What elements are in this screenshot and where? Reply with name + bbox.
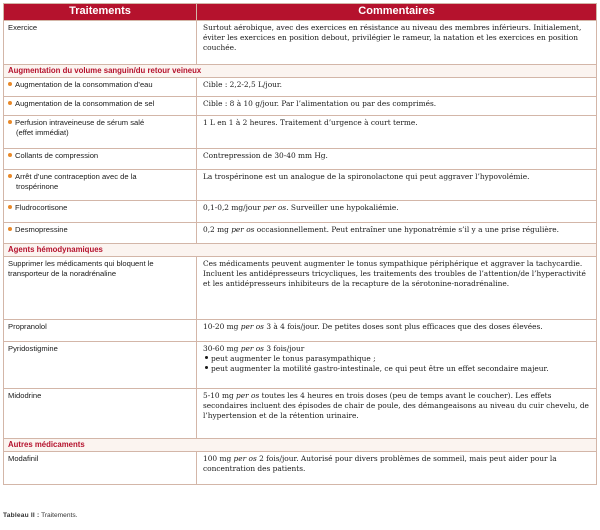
comment-text: 0,2 mg [203, 225, 232, 234]
caption-text: Traitements. [39, 512, 78, 519]
treatment-cell: Pyridostigmine [4, 342, 197, 389]
treatment-cell [4, 116, 197, 149]
table-caption [3, 512, 77, 519]
treatment-cell [4, 97, 197, 116]
table-row [4, 452, 597, 485]
comment-cell [197, 201, 597, 223]
table-row [4, 257, 597, 320]
bullet-icon [8, 82, 12, 86]
bullet-icon [8, 120, 12, 124]
section-title: Augmentation du volume sanguin/du retour veineux [4, 65, 597, 78]
comment-cell [197, 342, 597, 389]
section-row [4, 244, 597, 257]
table-row [4, 320, 597, 342]
comment-text: 0,1-0,2 mg/jour [203, 203, 263, 212]
treatment-text: Perfusion intraveineuse de sérum salé [15, 118, 145, 127]
bullet-icon [8, 227, 12, 231]
comment-bullet [203, 354, 592, 364]
treatment-text: Fludrocortisone [15, 203, 68, 212]
table-row [4, 389, 597, 439]
comment-italic: per os [231, 225, 255, 234]
bullet-icon [8, 153, 12, 157]
comment-text: 10-20 mg [203, 322, 241, 331]
comment-italic: per os [236, 391, 260, 400]
comment-cell [197, 223, 597, 244]
comment-text-rest: 3 à 4 fois/jour. De petites doses sont plus efficaces que des doses élevées. [263, 322, 543, 331]
treatment-cell [4, 223, 197, 244]
comment-bullet-text: peut augmenter le tonus parasympathique ; [211, 354, 376, 364]
comment-bullet-text: peut augmenter la motilité gastro-intestinale, ce qui peut être un effet secondaire majeur. [211, 364, 549, 374]
bullet-icon [8, 205, 12, 209]
comment-text: 30-60 mg [203, 344, 241, 353]
table-row [4, 116, 597, 149]
treatment-cell: Propranolol [4, 320, 197, 342]
treatment-cell: Midodrine [4, 389, 197, 439]
comment-cell: Contrepression de 30-40 mm Hg. [197, 149, 597, 170]
caption-label: Tableau II : [3, 512, 40, 519]
table-row [4, 149, 597, 170]
treatment-text: Augmentation de la consommation d’eau [15, 80, 153, 89]
bullet-icon [8, 174, 12, 178]
section-row [4, 65, 597, 78]
treatment-cell: Supprimer les médicaments qui bloquent le transporteur de la noradrénaline [4, 257, 197, 320]
table-row [4, 201, 597, 223]
section-title: Autres médicaments [4, 439, 597, 452]
section-row [4, 439, 597, 452]
comment-cell [197, 320, 597, 342]
treatment-text: Collants de compression [15, 151, 99, 160]
treatments-table [3, 3, 597, 485]
comment-italic: per os [240, 322, 264, 331]
treatment-cell: Exercice [4, 21, 197, 65]
table-row [4, 21, 597, 65]
treatment-cell [4, 201, 197, 223]
comment-cell: Surtout aérobique, avec des exercices en résistance au niveau des membres inférieurs. Initialement, éviter les exercices en position debout, privilégier le rameur, la natation et les exercices en position couchée. [197, 21, 597, 65]
table-row [4, 170, 597, 201]
table-row [4, 223, 597, 244]
comment-italic: per os [233, 454, 257, 463]
comment-cell: Cible : 2,2-2,5 L/jour. [197, 78, 597, 97]
section-title: Agents hémodynamiques [4, 244, 597, 257]
comment-cell: La trospérinone est un analogue de la spironolactone qui peut aggraver l’hypovolémie. [197, 170, 597, 201]
treatment-cell [4, 78, 197, 97]
comment-italic: per os [262, 203, 287, 212]
comment-text: 5-10 mg [203, 391, 237, 400]
comment-text-rest: occasionnellement. Peut entraîner une hyponatrémie s’il y a une prise régulière. [254, 225, 559, 234]
table-row [4, 342, 597, 389]
treatment-text: Arrêt d’une contraception avec de la [15, 172, 137, 181]
treatment-cell: Modafinil [4, 452, 197, 485]
treatment-cell [4, 149, 197, 170]
comment-text-rest: toutes les 4 heures en trois doses (peu de temps avant le coucher). Les effets secondaires incluent des épisodes de chair de poule, des démangeaisons au niveau du cuir chevelu, de l’hypertension et de la rétention urinaire. [203, 391, 589, 421]
header-comments: Commentaires [197, 4, 597, 21]
table-header [4, 4, 597, 21]
comment-text-rest: . Surveiller une hypokaliémie. [286, 203, 399, 212]
comment-cell: Cible : 8 à 10 g/jour. Par l’alimentation ou par des comprimés. [197, 97, 597, 116]
treatment-text: Augmentation de la consommation de sel [15, 99, 155, 108]
treatment-text: Desmopressine [15, 225, 68, 234]
comment-cell: Ces médicaments peuvent augmenter le tonus sympathique périphérique et aggraver la tachycardie. Incluent les antidépresseurs tricycliques, les traitements des troubles de l’attention/de l’hyperactivité et les antidépresseurs inhibiteurs de la recapture de la sérotonine-noradrénaline. [197, 257, 597, 320]
bullet-icon [8, 101, 12, 105]
header-treatments: Traitements [4, 4, 197, 21]
treatment-text-line2: trospérinone [16, 182, 59, 192]
table-row [4, 97, 597, 116]
treatment-cell [4, 170, 197, 201]
comment-text-rest: 2 fois/jour. Autorisé pour divers problèmes de sommeil, mais peut aider pour la concentration des patients. [203, 454, 557, 474]
comment-cell [197, 452, 597, 485]
table-row [4, 78, 597, 97]
comment-bullet [203, 364, 592, 374]
comment-text: 100 mg [203, 454, 234, 463]
comment-text-rest: 3 fois/jour [263, 344, 305, 353]
comment-cell: 1 L en 1 à 2 heures. Traitement d’urgence à court terme. [197, 116, 597, 149]
treatment-text-line2: (effet immédiat) [16, 128, 69, 138]
bullet-icon [205, 356, 208, 359]
comment-italic: per os [240, 344, 264, 353]
comment-cell [197, 389, 597, 439]
bullet-icon [205, 366, 208, 369]
